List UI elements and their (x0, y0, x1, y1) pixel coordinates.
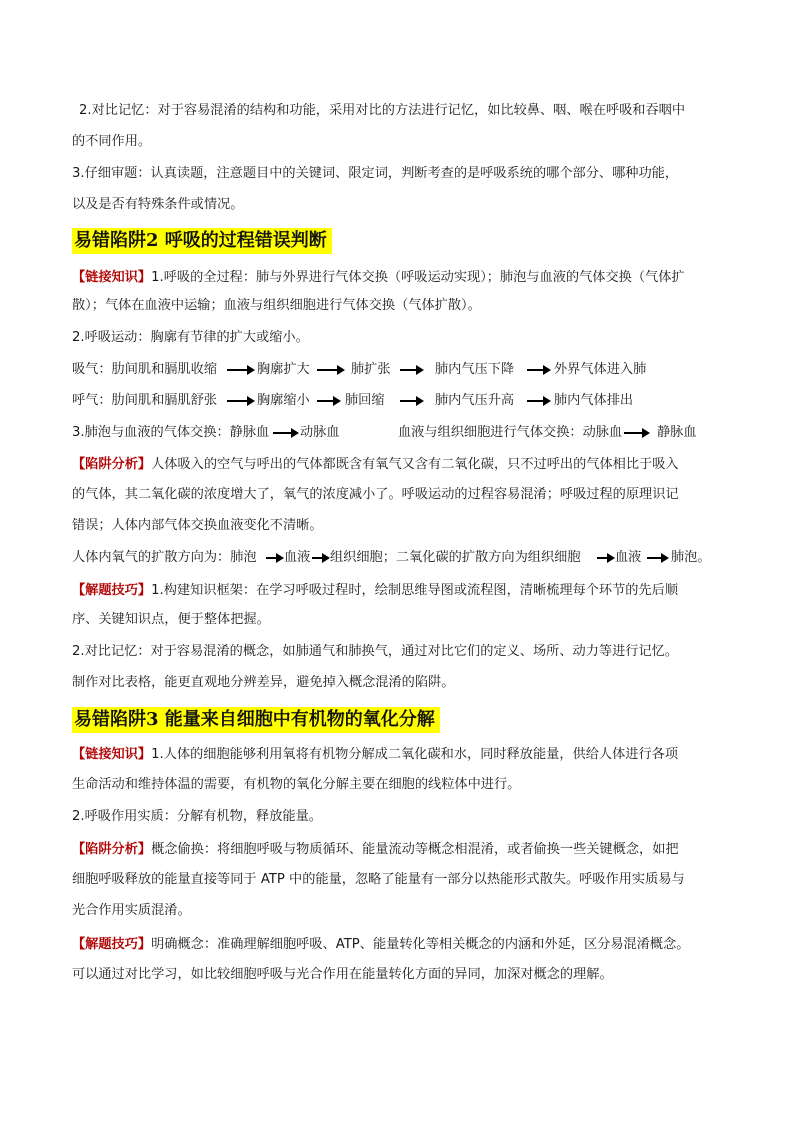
o2-end: 组织细胞；二氧化碳的扩散方向为组织细胞 (330, 550, 581, 565)
tip-2-line-2: 序、关键知识点，便于整体把握。 (72, 612, 270, 627)
trap-text: 概念偷换：将细胞呼吸与物质循环、能量流动等概念相混淆，或者偷换一些关键概念，如把 (151, 842, 679, 857)
trap-text: 人体吸入的空气与呼出的气体都既含有氧气又含有二氧化碳，只不过呼出的气体相比于吸入 (151, 457, 679, 472)
tip-3-line-2: 可以通过对比学习，如比较细胞呼吸与光合作用在能量转化方面的异同，加深对概念的理解。 (72, 967, 613, 982)
arrow-icon (227, 360, 255, 380)
exhale-step: 肺内气压升高 (435, 393, 515, 408)
co2-end: 肺泡。 (671, 550, 711, 565)
inhale-prefix: 吸气：肋间肌和膈肌收缩 (72, 362, 218, 377)
gas-exchange-flow (72, 423, 732, 443)
exchange-tissue-end: 静脉血 (657, 425, 697, 440)
exhale-step: 肺内气体排出 (554, 393, 634, 408)
inhale-step: 外界气体进入肺 (554, 362, 647, 377)
inhale-step: 肺扩张 (351, 362, 391, 377)
tip-tag: 【解题技巧】 (72, 937, 152, 952)
tip-tag: 【解题技巧】 (72, 583, 152, 598)
exchange-tissue-prefix: 血液与组织细胞进行气体交换：动脉血 (398, 425, 623, 440)
co2-mid: 血液 (615, 550, 642, 565)
exhale-step: 胸廓缩小 (257, 393, 310, 408)
trap-3-line-2: 细胞呼吸释放的能量直接等同于 ATP 中的能量，忽略了能量有一部分以热能形式散失。呼吸作用实质易与 (72, 872, 685, 887)
exhale-flow (72, 391, 732, 411)
knowledge-2-line-2: 散）；气体在血液中运输；血液与组织细胞进行气体交换（气体扩散）。 (72, 298, 481, 313)
trap-3-line-3: 光合作用实质混淆。 (72, 903, 191, 918)
knowledge-tag: 【链接知识】 (72, 747, 152, 762)
inhale-step: 肺内气压下降 (435, 362, 515, 377)
knowledge-text: 1.呼吸的全过程：肺与外界进行气体交换（呼吸运动实现）；肺泡与血液的气体交换（气体扩 (151, 270, 685, 285)
tip-2-line-1 (72, 581, 734, 601)
arrow-icon (400, 360, 424, 380)
exhale-step: 肺回缩 (345, 393, 385, 408)
knowledge-3-line-2: 生命活动和维持体温的需要，有机物的氧化分解主要在细胞的线粒体中进行。 (72, 777, 521, 792)
knowledge-3-line-1 (72, 745, 734, 765)
arrow-icon (647, 548, 669, 568)
arrow-icon (624, 423, 650, 443)
trap-2-line-3: 错误；人体内部气体交换血液变化不清晰。 (72, 518, 323, 533)
inhale-step: 胸廓扩大 (257, 362, 310, 377)
tip-text: 明确概念：准确理解细胞呼吸、ATP、能量转化等相关概念的内涵和外延，区分易混淆概念。 (151, 937, 690, 952)
tip-3-line-1 (72, 935, 734, 955)
arrow-icon (266, 548, 284, 568)
arrow-icon (312, 548, 330, 568)
trap-2-line-2: 的气体，其二氧化碳的浓度增大了，氧气的浓度减小了。呼吸运动的过程容易混淆；呼吸过程的原理识记 (72, 487, 679, 502)
trap-2-heading: 易错陷阱2 呼吸的过程错误判断 (72, 228, 332, 254)
trap-tag: 【陷阱分析】 (72, 457, 152, 472)
tip-2-line-4: 制作对比表格，能更直观地分辨差异，避免掉入概念混淆的陷阱。 (72, 675, 455, 690)
arrow-icon (317, 391, 341, 411)
arrow-icon (527, 391, 551, 411)
knowledge-tag: 【链接知识】 (72, 270, 152, 285)
knowledge-2-line-3: 2.呼吸运动：胸廓有节律的扩大或缩小。 (72, 330, 309, 345)
arrow-icon (227, 391, 255, 411)
arrow-icon (527, 360, 551, 380)
exchange-alveoli-end: 动脉血 (300, 425, 340, 440)
inhale-flow (72, 360, 732, 380)
tip-compare-line-1: 2.对比记忆：对于容易混淆的结构和功能，采用对比的方法进行记忆，如比较鼻、咽、喉在呼吸和吞咽中 (79, 103, 686, 118)
o2-mid: 血液 (284, 550, 311, 565)
exhale-prefix: 呼气：肋间肌和膈肌舒张 (72, 393, 218, 408)
trap-3-line-1 (72, 840, 734, 860)
trap-tag: 【陷阱分析】 (72, 842, 152, 857)
trap-3-heading: 易错陷阱3 能量来自细胞中有机物的氧化分解 (72, 707, 440, 733)
arrow-icon (317, 360, 345, 380)
diffusion-flow (72, 548, 732, 568)
tip-text: 1.构建知识框架：在学习呼吸过程时，绘制思维导图或流程图，清晰梳理每个环节的先后顺 (151, 583, 679, 598)
arrow-icon (597, 548, 615, 568)
tip-read-line-1: 3.仔细审题：认真读题，注意题目中的关键词、限定词，判断考查的是呼吸系统的哪个部分、哪种功能， (72, 166, 679, 181)
tip-read-line-2: 以及是否有特殊条件或情况。 (72, 197, 244, 212)
arrow-icon (400, 391, 424, 411)
knowledge-2-line-1 (72, 268, 734, 288)
exchange-alveoli-prefix: 3.肺泡与血液的气体交换：静脉血 (72, 425, 270, 440)
trap-2-line-1 (72, 455, 734, 475)
knowledge-3-line-3: 2.呼吸作用实质：分解有机物，释放能量。 (72, 809, 322, 824)
tip-compare-line-2: 的不同作用。 (72, 134, 152, 149)
tip-2-line-3: 2.对比记忆：对于容易混淆的概念，如肺通气和肺换气，通过对比它们的定义、场所、动力等进行记忆。 (72, 644, 679, 659)
o2-prefix: 人体内氧气的扩散方向为：肺泡 (72, 550, 257, 565)
knowledge-text: 1.人体的细胞能够利用氧将有机物分解成二氧化碳和水，同时释放能量，供给人体进行各项 (151, 747, 679, 762)
arrow-icon (273, 423, 299, 443)
